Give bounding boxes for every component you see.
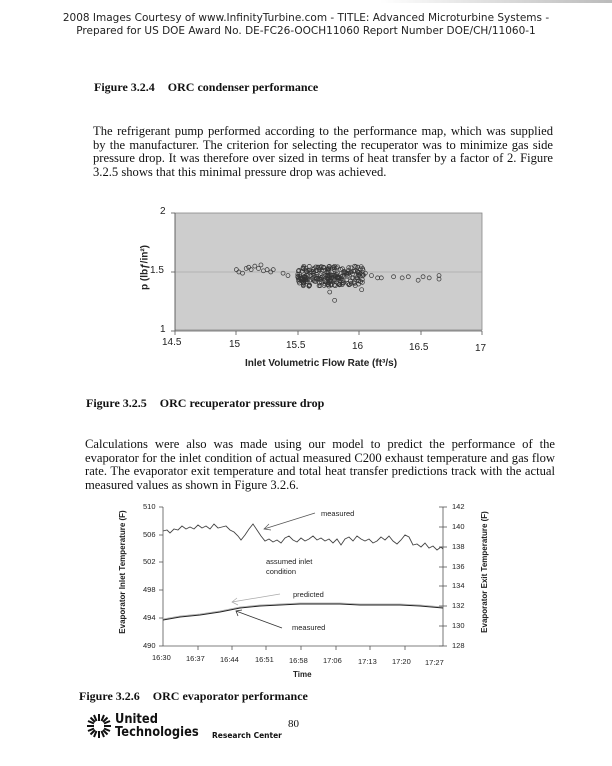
- y-left-tick-502: 502: [143, 557, 156, 566]
- x-tick-1727: 17:27: [425, 658, 444, 667]
- x-tick-17: 17: [475, 343, 487, 354]
- y-right-tick-136: 136: [452, 562, 465, 571]
- paragraph-evaporator: Calculations were also was made using our model to predict the performance of the evaporator for the inlet condition of actual measured C200 exhaust temperature and gas flow rate. The evaporator exit temperature and total heat transfer predictions track with the actual measured values as shown in Figure 3.2.6.: [85, 437, 555, 492]
- y-right-tick-134: 134: [452, 581, 465, 590]
- header-line-2: Prepared for US DOE Award No. DE-FC26-OOCH11060 Report Number DOE/CH/11060-1: [76, 25, 536, 37]
- y-right-tick-140: 140: [452, 522, 465, 531]
- arrow-measured-inlet: [264, 513, 315, 529]
- y-left-tick-510: 510: [143, 502, 156, 511]
- x-tick-1720: 17:20: [392, 657, 411, 666]
- utc-logo-icon: [86, 713, 112, 739]
- figure-3-2-6-caption: [79, 689, 308, 704]
- y-tick-1-5: 1.5: [150, 265, 164, 276]
- y-left-tick-506: 506: [143, 530, 156, 539]
- y-tick-2: 2: [160, 206, 166, 217]
- arrow-predicted: [232, 594, 280, 602]
- x-tick-1658: 16:58: [289, 656, 308, 665]
- recuperator-pressure-chart: [130, 200, 510, 380]
- x-tick-16: 16: [352, 341, 364, 352]
- x-tick-1706: 17:06: [323, 656, 342, 665]
- x-tick-1713: 17:13: [358, 657, 377, 666]
- y-right-tick-130: 130: [452, 621, 465, 630]
- y-left-tick-498: 498: [143, 585, 156, 594]
- x-tick-1630: 16:30: [152, 653, 171, 662]
- y-tick-1: 1: [160, 324, 166, 335]
- y-right-tick-128: 128: [452, 641, 465, 650]
- x-axis-label: Inlet Volumetric Flow Rate (ft³/s): [245, 358, 398, 369]
- x-tick-1651: 16:51: [255, 655, 274, 664]
- research-center-label: Research Center: [212, 731, 282, 740]
- header-line-1: 2008 Images Courtesy of www.InfinityTurbine.com - TITLE: Advanced Microturbine Systems -: [62, 12, 550, 24]
- page-number: 80: [288, 718, 299, 730]
- arrow-measured-exit: [236, 611, 282, 628]
- figure-3-2-4-caption: [94, 80, 318, 95]
- scatter-plot: [130, 200, 510, 380]
- figure-number: Figure 3.2.5: [86, 396, 147, 410]
- annotation-measured-inlet: measured: [321, 509, 355, 518]
- figure-number: Figure 3.2.6: [79, 689, 140, 703]
- evaporator-performance-chart: [100, 495, 520, 685]
- y-left-axis-label: Evaporator Inlet Temperature (F): [118, 510, 127, 634]
- y-right-tick-142: 142: [452, 502, 465, 511]
- annotation-measured-exit: measured: [292, 623, 326, 632]
- figure-number: Figure 3.2.4: [94, 80, 155, 94]
- figure-3-2-5-caption: [86, 396, 324, 411]
- annotation-assumed-inlet: assumed inlet condition: [266, 557, 313, 576]
- x-tick-14-5: 14.5: [162, 337, 182, 348]
- x-tick-16-5: 16.5: [409, 342, 429, 353]
- paragraph-recuperator: The refrigerant pump performed according to the performance map, which was supplied by the manufacturer. The criterion for selecting the recuperator was to minimize gas side pressure drop. It was therefore over sized in terms of heat transfer by a factor of 2. Figure 3.2.5 shows that this minimal pressure drop was achieved.: [93, 124, 553, 179]
- x-axis-label: Time: [293, 670, 312, 679]
- x-tick-15: 15: [229, 339, 241, 350]
- x-tick-1644: 16:44: [220, 655, 239, 664]
- y-right-axis-label: Evaporator Exit Temperature (F): [480, 511, 489, 633]
- measured-exit-line: [163, 604, 443, 620]
- y-left-tick-494: 494: [143, 613, 156, 622]
- figure-title: ORC evaporator performance: [152, 689, 308, 703]
- y-axis-label: p (lbƒ/in²): [139, 245, 151, 290]
- logo-united: United: [115, 711, 158, 727]
- scan-edge-line: [380, 0, 612, 3]
- figure-title: ORC condenser performance: [167, 80, 319, 94]
- logo-technologies: Technologies: [115, 724, 199, 740]
- x-tick-1637: 16:37: [186, 654, 205, 663]
- figure-title: ORC recuperator pressure drop: [159, 396, 325, 410]
- annotation-predicted: predicted: [293, 590, 324, 599]
- x-tick-15-5: 15.5: [286, 340, 306, 351]
- y-right-tick-132: 132: [452, 601, 465, 610]
- measured-inlet-line: [163, 524, 443, 550]
- y-left-tick-490: 490: [143, 641, 156, 650]
- y-right-tick-138: 138: [452, 542, 465, 551]
